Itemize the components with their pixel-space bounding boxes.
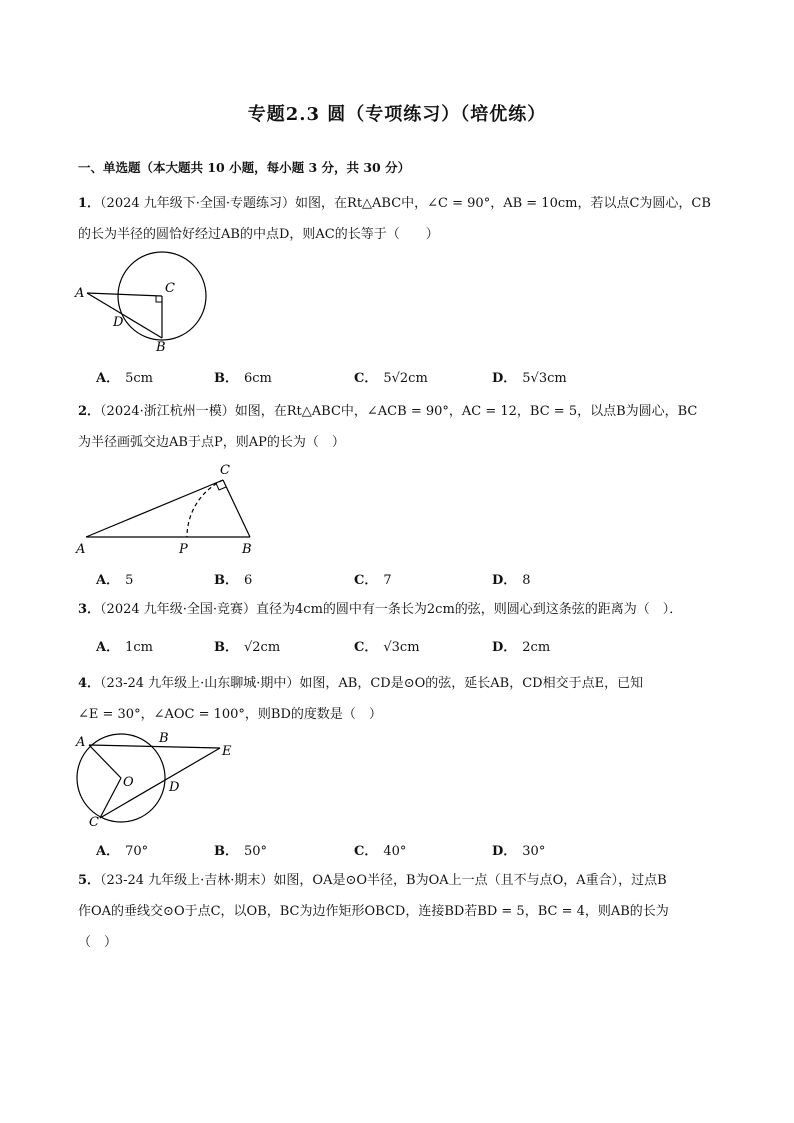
option-d[interactable]: D． 8 (492, 573, 531, 588)
options-q3 (96, 636, 696, 656)
question-text-line: 为半径画弧交边AB于点P，则AP的长为（ ） (78, 435, 345, 450)
figure-q1 (70, 248, 220, 358)
point-label-b: B (156, 340, 166, 355)
question-stem: （23-24 九年级上·山东聊城·期中）如图，AB，CD是⊙O的弦，延长AB，CD相交于点E，已知 (100, 676, 644, 691)
segment-ac (86, 480, 223, 537)
question-stem: （2024·浙江杭州一模）如图，在Rt△ABC中，∠ACB = 90°，AC = 12，BC = 5，以点B为圆心，BC (100, 404, 698, 419)
options-q2 (96, 569, 696, 589)
option-a[interactable]: A． 1cm (96, 640, 153, 655)
question-stem: （2024 九年级·全国·竞赛）直径为4cm的圆中有一条长为2cm的弦，则圆心到这条弦的距离为（ ）． (100, 602, 683, 617)
option-d[interactable]: D． 5√3cm (492, 371, 567, 386)
point-label-e: E (222, 744, 232, 759)
question-4 (78, 668, 723, 730)
question-text-line: ∠E = 30°，∠AOC = 100°，则BD的度数是（ ） (78, 707, 382, 722)
question-text-line (78, 594, 723, 625)
option-b[interactable]: B． 6 (214, 573, 253, 588)
question-text-line (78, 865, 723, 896)
question-text-line (78, 188, 723, 219)
option-c[interactable]: C． 5√2cm (354, 371, 428, 386)
point-label-a: A (76, 542, 86, 557)
question-number: 1． (78, 196, 101, 211)
point-label-b: B (242, 542, 252, 557)
segment-ae (89, 745, 220, 748)
point-label-a: A (76, 735, 86, 750)
figure-q2 (70, 458, 270, 558)
point-label-d: D (169, 780, 180, 795)
option-d[interactable]: D． 2cm (492, 640, 551, 655)
segment-ab (87, 293, 162, 338)
option-a[interactable]: A． 70° (96, 844, 149, 859)
option-a[interactable]: A． 5cm (96, 371, 153, 386)
option-b[interactable]: B． √2cm (214, 640, 281, 655)
question-5 (78, 865, 723, 958)
question-text-line: 作OA的垂线交⊙O于点C，以OB，BC为边作矩形OBCD，连接BD若BD = 5，BC = 4，则AB的长为 (78, 904, 669, 919)
question-3 (78, 594, 723, 625)
question-number: 3． (78, 602, 101, 617)
point-label-c: C (89, 815, 99, 830)
point-label-c: C (220, 463, 230, 478)
question-text-line (78, 668, 723, 699)
arc-cp (187, 480, 223, 537)
point-label-d: D (113, 315, 124, 330)
option-c[interactable]: C． √3cm (354, 640, 420, 655)
option-b[interactable]: B． 50° (214, 844, 268, 859)
option-c[interactable]: C． 7 (354, 573, 392, 588)
options-q4 (96, 840, 696, 860)
section-heading: 一、单选题（本大题共 10 小题，每小题 3 分，共 30 分） (78, 160, 411, 175)
segment-oa (89, 745, 121, 778)
right-angle-mark (156, 296, 162, 302)
question-2 (78, 396, 723, 458)
point-label-p: P (179, 542, 188, 557)
segment-cb (223, 480, 250, 537)
segment-ac (87, 293, 162, 296)
option-d[interactable]: D． 30° (492, 844, 546, 859)
question-1 (78, 188, 723, 250)
question-number: 2． (78, 404, 101, 419)
option-a[interactable]: A． 5 (96, 573, 134, 588)
question-number: 4． (78, 676, 101, 691)
option-c[interactable]: C． 40° (354, 844, 407, 859)
question-number: 5． (78, 873, 101, 888)
point-label-o: O (123, 775, 134, 790)
question-text-line: 的长为半径的圆恰好经过AB的中点D，则AC的长等于（ ） (78, 227, 439, 242)
options-q1 (96, 367, 696, 387)
question-stem: （23-24 九年级上·吉林·期末）如图，OA是⊙O半径，B为OA上一点（且不与点O，A重合），过点B (100, 873, 667, 888)
point-label-a: A (75, 286, 85, 301)
question-stem: （2024 九年级下·全国·专题练习）如图，在Rt△ABC中，∠C = 90°，AB = 10cm，若以点C为圆心，CB (100, 196, 711, 211)
page-title: 专题2.3 圆（专项练习）（培优练） (247, 104, 547, 125)
question-text-line (78, 396, 723, 427)
figure-q4 (70, 728, 250, 833)
point-label-c: C (165, 281, 175, 296)
question-text-line: （ ） (78, 935, 118, 950)
option-b[interactable]: B． 6cm (214, 371, 272, 386)
point-label-b: B (159, 731, 169, 746)
